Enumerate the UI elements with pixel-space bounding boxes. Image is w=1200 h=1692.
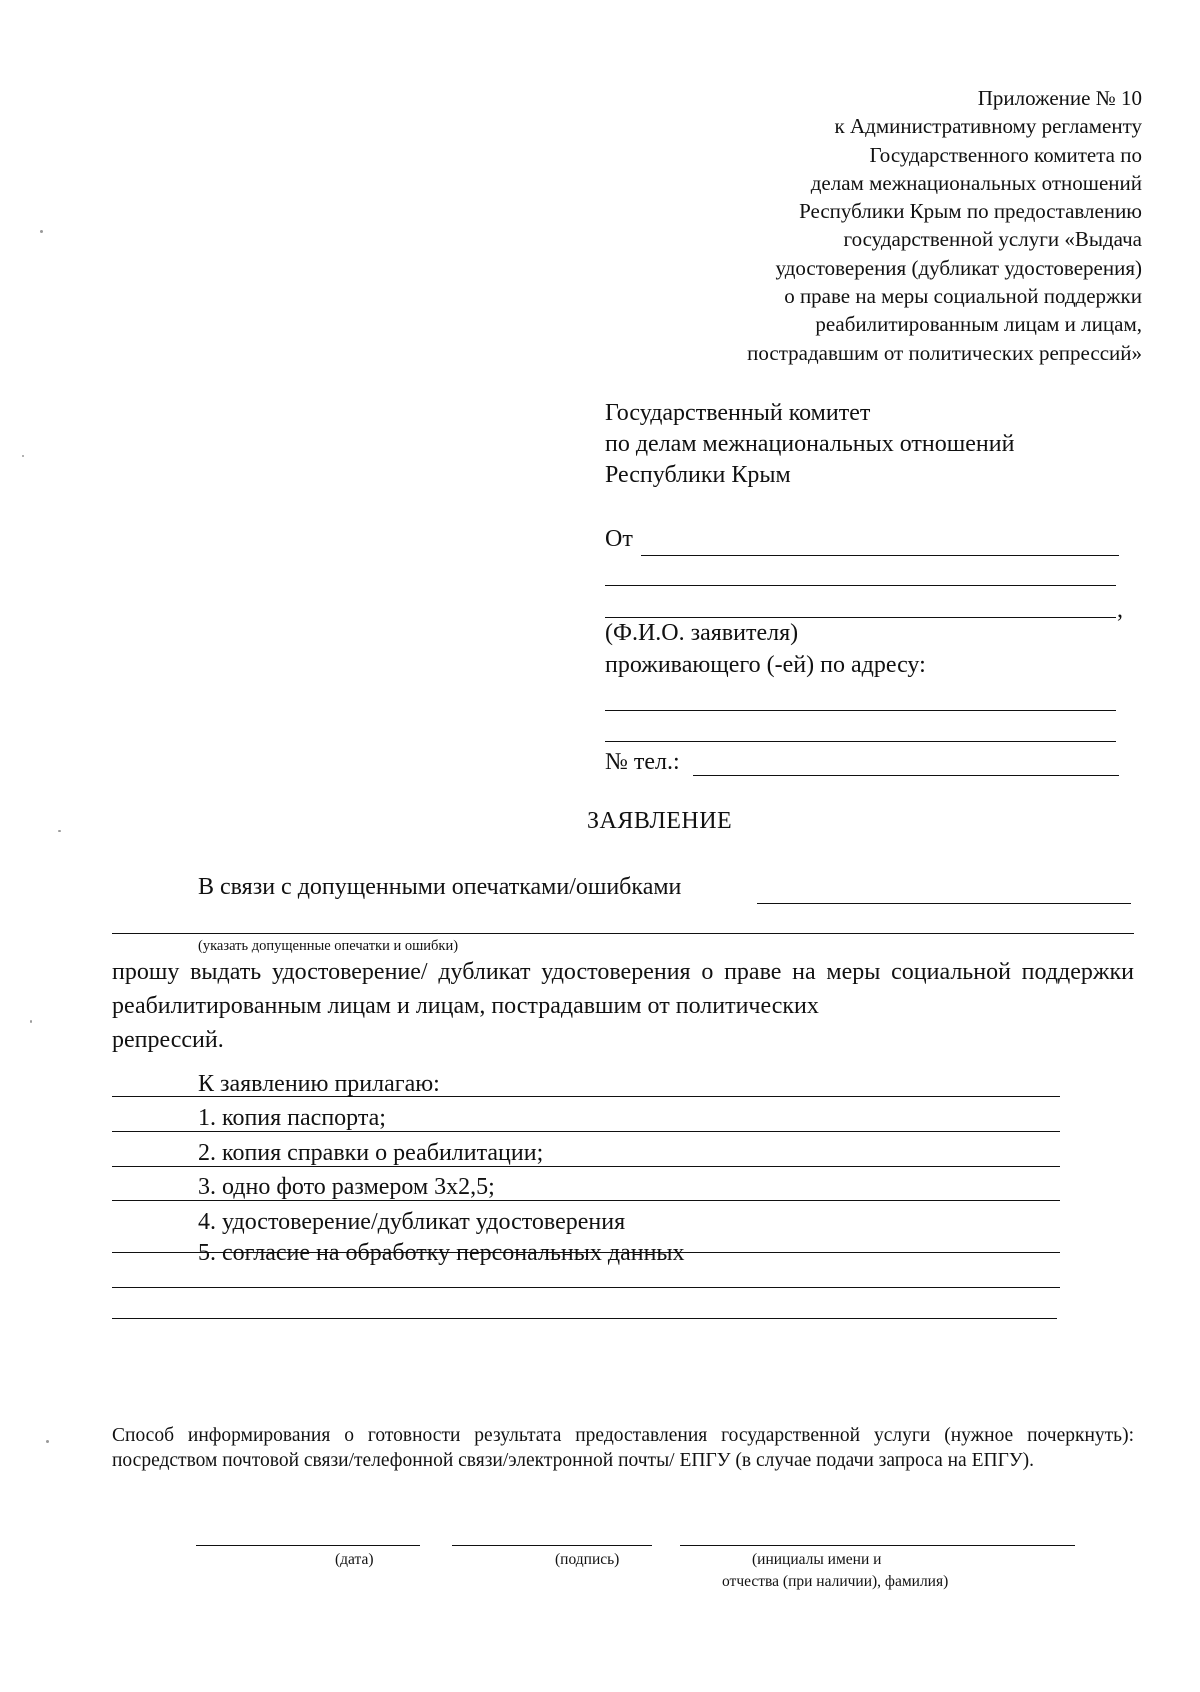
errors-intro: В связи с допущенными опечатками/ошибками	[198, 874, 682, 900]
notification-paragraph: Способ информирования о готовности результата предоставления государственной услуги (нужное почеркнуть): посредством почтовой связи/телефонной связи/электронной почты/ ЕПГУ (в случае подачи запроса на ЕПГУ).	[112, 1425, 1134, 1471]
attachments-rule	[112, 1131, 1060, 1132]
annex-line: пострадавшим от политических репрессий»	[747, 340, 1142, 365]
date-label: (дата)	[335, 1551, 374, 1568]
annex-line: Республики Крым по предоставлению	[799, 199, 1142, 224]
addressee-block	[605, 398, 1014, 491]
addressee-line: Государственный комитет	[605, 400, 871, 426]
request-last-line: репрессий.	[112, 1027, 224, 1053]
request-text: прошу выдать удостоверение/ дубликат удостоверения о праве на меры социальной поддержки реабилитированным лицам и лицам, пострадавшим от политических	[112, 959, 1134, 1019]
phone-field[interactable]	[693, 775, 1119, 776]
request-paragraph	[112, 955, 1134, 1057]
scan-speck	[46, 1440, 49, 1443]
address-field-1[interactable]	[605, 710, 1116, 711]
errors-caption: (указать допущенные опечатки и ошибки)	[198, 938, 459, 954]
errors-field-1[interactable]	[757, 903, 1131, 904]
annex-header	[747, 84, 1142, 367]
name-label-line-1: (инициалы имени и	[752, 1551, 882, 1568]
phone-label: № тел.:	[605, 749, 680, 775]
attachment-item: 2. копия справки о реабилитации;	[198, 1140, 544, 1166]
date-field[interactable]	[196, 1545, 420, 1546]
attachments-heading: К заявлению прилагаю:	[198, 1071, 440, 1097]
attachments-rule	[112, 1200, 1060, 1201]
attachment-item: 1. копия паспорта;	[198, 1105, 386, 1131]
annex-line: к Административному регламенту	[834, 114, 1142, 139]
annex-line: удостоверения (дубликат удостоверения)	[775, 255, 1142, 280]
attachments-blank-line[interactable]	[112, 1318, 1057, 1319]
applicant-name-field-1[interactable]	[641, 555, 1119, 556]
applicant-name-field-2[interactable]	[605, 585, 1116, 586]
attachment-item: 5. согласие на обработку персональных данных	[198, 1240, 685, 1266]
address-label: проживающего (-ей) по адресу:	[605, 652, 926, 678]
address-field-2[interactable]	[605, 741, 1116, 742]
applicant-name-field-3[interactable]	[605, 617, 1116, 618]
comma-mark: ,	[1117, 597, 1123, 623]
scan-speck	[30, 1020, 32, 1023]
addressee-line: по делам межнациональных отношений	[605, 431, 1015, 457]
signature-label: (подпись)	[555, 1551, 620, 1568]
name-field[interactable]	[680, 1545, 1075, 1546]
annex-line: делам межнациональных отношений	[810, 170, 1142, 195]
name-label-line-2: отчества (при наличии), фамилия)	[722, 1573, 949, 1590]
signature-field[interactable]	[452, 1545, 652, 1546]
scan-speck	[58, 830, 61, 832]
document-title: ЗАЯВЛЕНИЕ	[587, 808, 733, 834]
errors-field-2[interactable]	[112, 933, 1134, 934]
annex-line: реабилитированным лицам и лицам,	[815, 312, 1142, 337]
fio-caption: (Ф.И.О. заявителя)	[605, 620, 799, 646]
attachments-rule	[112, 1096, 1060, 1097]
annex-line: о праве на меры социальной поддержки	[784, 284, 1142, 309]
attachments-blank-line[interactable]	[112, 1287, 1060, 1288]
attachments-rule	[112, 1166, 1060, 1167]
attachment-item: 3. одно фото размером 3х2,5;	[198, 1174, 495, 1200]
attachments-strike-rule	[112, 1252, 1060, 1253]
scan-speck	[40, 230, 43, 233]
annex-line: Приложение № 10	[977, 86, 1142, 110]
from-label: От	[605, 526, 633, 552]
attachment-item: 4. удостоверение/дубликат удостоверения	[198, 1209, 626, 1235]
annex-line: Государственного комитета по	[869, 142, 1142, 167]
scan-speck	[22, 455, 24, 457]
addressee-line: Республики Крым	[605, 462, 791, 488]
annex-line: государственной услуги «Выдача	[843, 227, 1142, 252]
